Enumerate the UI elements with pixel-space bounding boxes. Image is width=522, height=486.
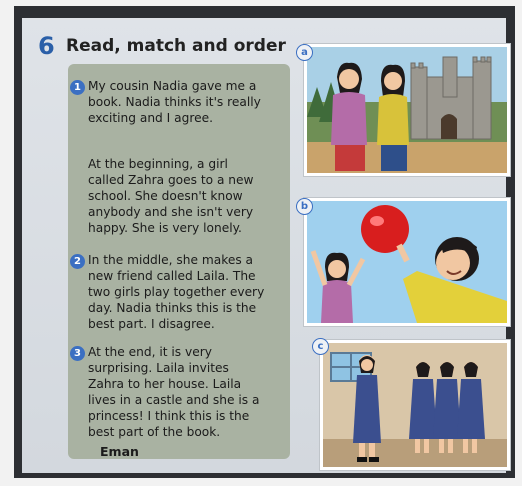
text-line: book. Nadia thinks it's really (88, 95, 261, 109)
text-line: My cousin Nadia gave me a (88, 79, 257, 93)
textbook-page (22, 18, 506, 473)
text-line: exciting and I agree. (88, 111, 213, 125)
text-line: two girls play together every (88, 285, 265, 299)
picture-label-c: c (312, 338, 329, 355)
reading-text-box (68, 64, 290, 459)
text-line: lives in a castle and she is a (88, 393, 260, 407)
paragraph-number-1: 1 (70, 80, 85, 95)
picture-label-a: a (296, 44, 313, 61)
paragraph-number-3: 3 (70, 346, 85, 361)
text-line: At the end, it is very (88, 345, 212, 359)
paragraph-1 (88, 78, 261, 126)
text-line: Zahra to her house. Laila (88, 377, 242, 391)
castle-scene-illustration (307, 47, 507, 173)
author-name: Eman (100, 444, 139, 459)
paragraph-1-continued (88, 156, 254, 236)
paragraph-3 (88, 344, 259, 440)
text-line: best part. I disagree. (88, 317, 215, 331)
text-line: school. She doesn't know (88, 189, 243, 203)
paragraph-2 (88, 252, 264, 332)
text-line: anybody and she isn't very (88, 205, 254, 219)
text-line: At the beginning, a girl (88, 157, 228, 171)
picture-a (304, 44, 510, 176)
text-line: happy. She is very lonely. (88, 221, 242, 235)
ball-game-illustration (307, 201, 507, 323)
text-line: best part of the book. (88, 425, 221, 439)
text-line: day. Nadia thinks this is the (88, 301, 257, 315)
picture-c (320, 340, 510, 470)
picture-label-b: b (296, 198, 313, 215)
schoolgirls-illustration (323, 343, 507, 467)
task-title: Read, match and order (66, 36, 286, 56)
text-line: In the middle, she makes a (88, 253, 254, 267)
text-line: surprising. Laila invites (88, 361, 229, 375)
picture-b (304, 198, 510, 326)
text-line: new friend called Laila. The (88, 269, 256, 283)
task-number: 6 (38, 32, 55, 60)
paragraph-number-2: 2 (70, 254, 85, 269)
text-line: princess! I think this is the (88, 409, 250, 423)
text-line: called Zahra goes to a new (88, 173, 254, 187)
